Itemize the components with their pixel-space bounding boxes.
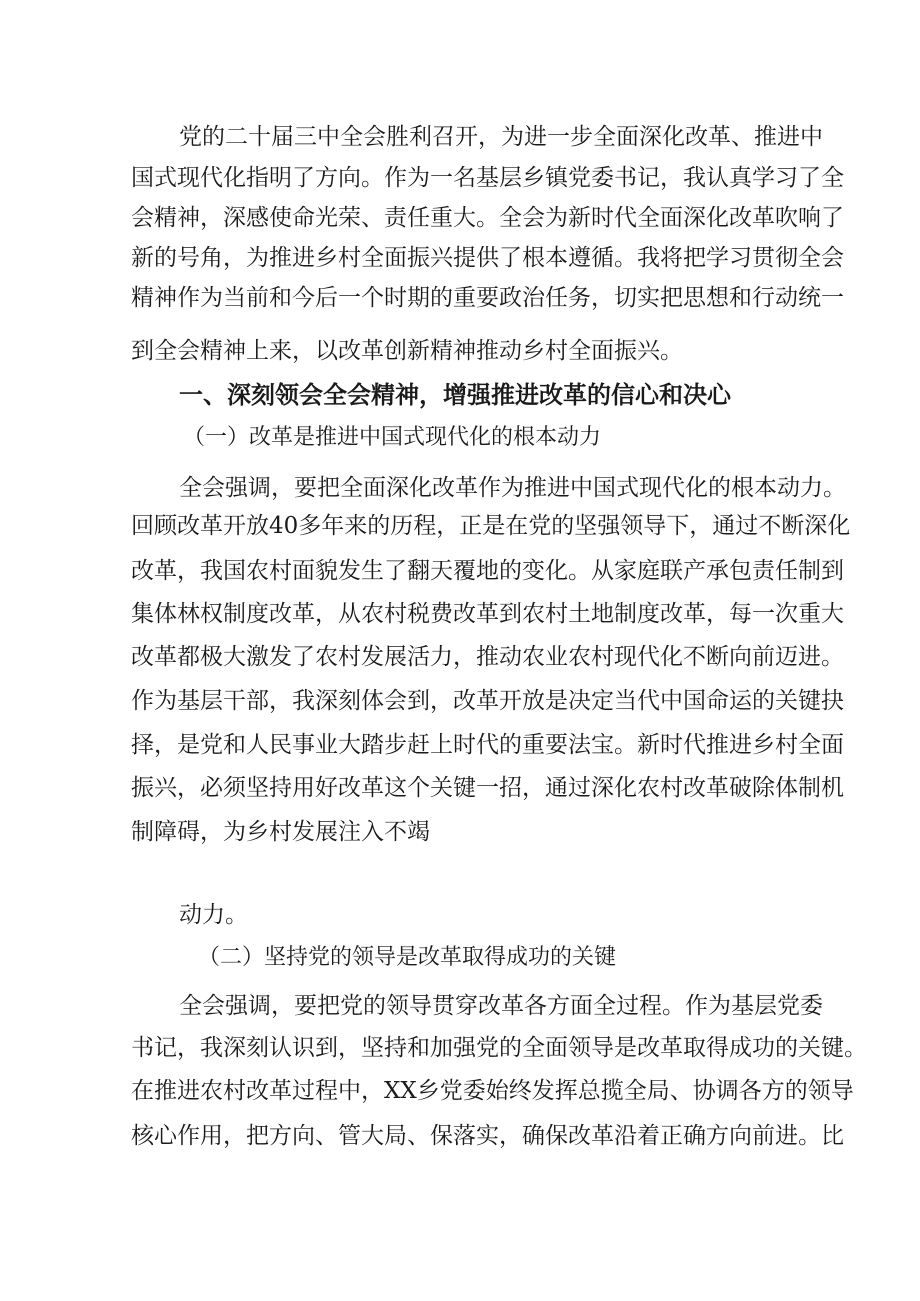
intro-line: 党的二十届三中全会胜利召开，为进一步全面深化改革、推进中 bbox=[179, 124, 823, 150]
intro-line: 到全会精神上来，以改革创新精神推动乡村全面振兴。 bbox=[131, 338, 683, 364]
subsection-heading: （一）改革是推进中国式现代化的根本动力 bbox=[183, 425, 602, 450]
body-line: 择，是党和人民事业大踏步赶上时代的重要法宝。新时代推进乡村全面 bbox=[131, 732, 844, 758]
intro-line: 新的号角，为推进乡村全面振兴提供了根本遵循。我将把学习贯彻全会 bbox=[131, 245, 844, 271]
body-line: 制障碍，为乡村发展注入不竭 bbox=[131, 819, 430, 845]
body-line: 集体林权制度改革，从农村税费改革到农村土地制度改革，每一次重大 bbox=[131, 601, 844, 627]
body-line: 全会强调，要把党的领导贯穿改革各方面全过程。作为基层党委 bbox=[179, 993, 823, 1019]
body-line: 核心作用，把方向、管大局、保落实，确保改革沿着正确方向前进。比 bbox=[131, 1123, 844, 1149]
body-line: 改革，我国农村面貌发生了翻天覆地的变化。从家庭联产承包责任制到 bbox=[131, 558, 844, 584]
body-line: 回顾改革开放40多年来的历程，正是在党的坚强领导下，通过不断深化 bbox=[131, 513, 851, 539]
intro-line: 国式现代化指明了方向。作为一名基层乡镇党委书记，我认真学习了全 bbox=[131, 165, 844, 191]
subsection-heading: （二）坚持党的领导是改革取得成功的关键 bbox=[198, 945, 617, 970]
intro-line: 会精神，深感使命光荣、责任重大。全会为新时代全面深化改革吹响了 bbox=[131, 205, 844, 231]
body-line: 振兴，必须坚持用好改革这个关键一招，通过深化农村改革破除体制机 bbox=[131, 775, 844, 801]
body-line: 全会强调，要把全面深化改革作为推进中国式现代化的根本动力。 bbox=[179, 475, 846, 501]
body-line: 作为基层干部，我深刻体会到，改革开放是决定当代中国命运的关键抉 bbox=[131, 688, 844, 714]
body-line: 动力。 bbox=[179, 902, 248, 928]
body-line: 改革都极大激发了农村发展活力，推动农业农村现代化不断向前迈进。 bbox=[131, 644, 844, 670]
section-heading: 一、深刻领会全会精神，增强推进改革的信心和决心 bbox=[179, 381, 731, 409]
body-line: 在推进农村改革过程中，XX乡党委始终发挥总揽全局、协调各方的领导 bbox=[131, 1078, 854, 1104]
intro-line: 精神作为当前和今后一个时期的重要政治任务，切实把思想和行动统一 bbox=[131, 285, 844, 311]
body-line: 书记，我深刻认识到，坚持和加强党的全面领导是改革取得成功的关键。 bbox=[131, 1035, 867, 1061]
